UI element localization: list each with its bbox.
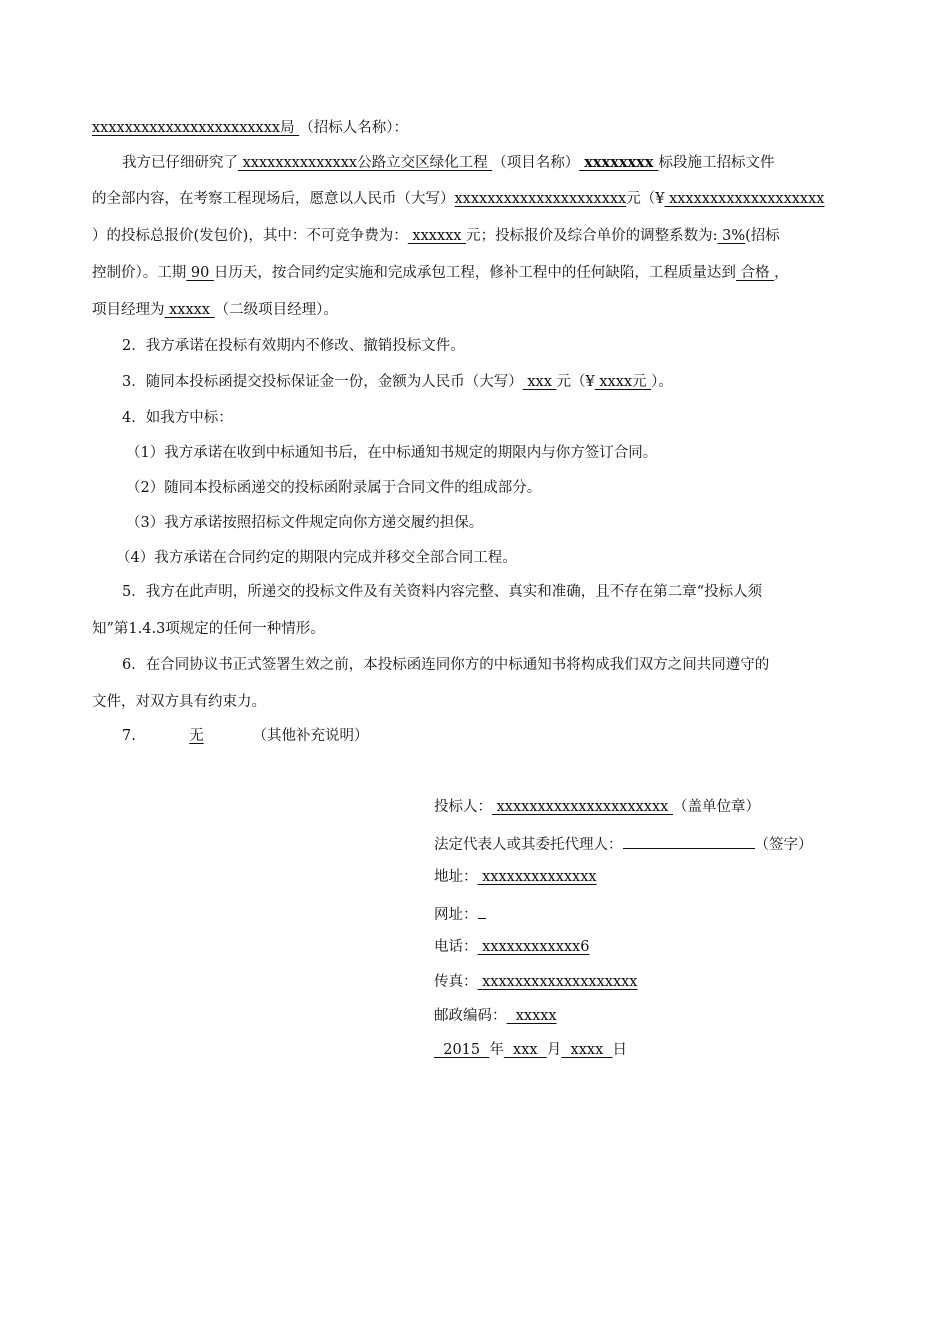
intro-text: 元（¥ bbox=[626, 191, 665, 207]
item-5-line-1: 5．我方在此声明，所递交的投标文件及有关资料内容完整、真实和准确，且不存在第二章“投标人须 bbox=[122, 584, 763, 600]
intro-text: 标段施工招标文件 bbox=[658, 155, 775, 171]
intro-text: （项目名称） bbox=[492, 155, 580, 171]
item-3 bbox=[122, 372, 673, 392]
website-value bbox=[478, 902, 486, 919]
day-label: 日 bbox=[612, 1042, 627, 1058]
intro-text: 我方已仔细研究了 bbox=[122, 155, 238, 171]
website-label: 网址： bbox=[434, 907, 478, 923]
project-name: xxxxxxxxxxxxxx公路立交区绿化工程 bbox=[238, 155, 493, 171]
deposit-words: xxx bbox=[522, 374, 557, 390]
intro-text: （二级项目经理）。 bbox=[214, 302, 338, 318]
duration-days: 90 bbox=[186, 265, 214, 281]
intro-text: 的全部内容，在考察工程现场后，愿意以人民币（大写） bbox=[92, 191, 455, 207]
bidder-name: xxxxxxxxxxxxxxxxxxxxx bbox=[492, 799, 673, 815]
item-5-line-2: 知”第1.4.3项规定的任何一种情形。 bbox=[92, 621, 325, 637]
intro-text: ）的投标总报价(发包价)，其中：不可竞争费为： bbox=[92, 228, 408, 244]
item-4-4: （4）我方承诺在合同约定的期限内完成并移交全部合同工程。 bbox=[116, 550, 517, 566]
item-7-suffix: （其他补充说明） bbox=[252, 728, 369, 744]
intro-line-4 bbox=[92, 263, 789, 283]
item-text: ）。 bbox=[651, 374, 673, 390]
item-2: 2．我方承诺在投标有效期内不修改、撤销投标文件。 bbox=[122, 338, 465, 354]
date-month: xxx bbox=[503, 1042, 547, 1058]
intro-line-3 bbox=[92, 226, 780, 246]
item-7 bbox=[122, 726, 368, 746]
intro-text: (招标 bbox=[745, 228, 780, 244]
intro-line-5 bbox=[92, 300, 338, 320]
phone-label: 电话： bbox=[434, 939, 478, 955]
fax-value: xxxxxxxxxxxxxxxxxxx bbox=[477, 974, 638, 990]
address-line bbox=[434, 867, 597, 887]
item-4-2: （2）随同本投标函递交的投标函附录属于合同文件的组成部分。 bbox=[126, 480, 542, 496]
date-year: 2015 bbox=[434, 1042, 490, 1058]
deposit-number: xxxx元 bbox=[594, 374, 652, 390]
fax-label: 传真： bbox=[434, 974, 478, 990]
representative-line bbox=[434, 832, 813, 855]
intro-text: ， bbox=[774, 265, 789, 281]
item-4: 4．如我方中标： bbox=[122, 410, 233, 426]
address-value: xxxxxxxxxxxxxx bbox=[477, 869, 597, 885]
item-text: 元（¥ bbox=[556, 374, 595, 390]
intro-text: 日历天，按合同约定实施和完成承包工程，修补工程中的任何缺陷，工程质量达到 bbox=[213, 265, 736, 281]
bidder-label: 投标人： bbox=[434, 799, 492, 815]
representative-suffix: （签字） bbox=[754, 837, 813, 853]
intro-line-1 bbox=[122, 153, 774, 173]
representative-label: 法定代表人或其委托代理人： bbox=[434, 837, 623, 853]
postcode-line bbox=[434, 1006, 557, 1026]
bid-amount-number: xxxxxxxxxxxxxxxxxxx bbox=[664, 191, 825, 207]
recipient-name: xxxxxxxxxxxxxxxxxxxxxxx局 bbox=[92, 120, 300, 136]
date-day: xxxx bbox=[561, 1042, 613, 1058]
year-label: 年 bbox=[489, 1042, 504, 1058]
recipient-line bbox=[92, 118, 408, 138]
date-line bbox=[434, 1040, 627, 1060]
item-7-number: 7. bbox=[122, 728, 136, 744]
intro-text: 项目经理为 bbox=[92, 302, 165, 318]
address-label: 地址： bbox=[434, 869, 478, 885]
postcode-value: xxxxx bbox=[506, 1008, 557, 1024]
website-line bbox=[434, 902, 486, 925]
phone-value: xxxxxxxxxxxx6 bbox=[477, 939, 590, 955]
intro-text: 控制价）。工期 bbox=[92, 265, 187, 281]
item-4-3: （3）我方承诺按照招标文件规定向你方递交履约担保。 bbox=[126, 515, 484, 531]
project-manager: xxxxx bbox=[164, 302, 215, 318]
bid-amount-words: xxxxxxxxxxxxxxxxxxxxx bbox=[454, 191, 627, 207]
recipient-suffix: （招标人名称）： bbox=[299, 120, 408, 136]
intro-text: 元；投标报价及综合单价的调整系数为: bbox=[466, 228, 718, 244]
item-text: 3．随同本投标函提交投标保证金一份，金额为人民币（大写） bbox=[122, 374, 523, 390]
noncompete-fee: xxxxxx bbox=[407, 228, 467, 244]
representative-signature-blank bbox=[623, 832, 755, 849]
intro-line-2 bbox=[92, 189, 824, 209]
item-6-line-1: 6．在合同协议书正式签署生效之前，本投标函连同你方的中标通知书将构成我们双方之间共同遵守的 bbox=[122, 657, 770, 673]
month-label: 月 bbox=[546, 1042, 562, 1058]
item-6-line-2: 文件，对双方具有约束力。 bbox=[92, 694, 266, 710]
postcode-label: 邮政编码： bbox=[434, 1008, 507, 1024]
adjust-factor: 3% bbox=[717, 228, 746, 244]
quality-level: 合格 bbox=[735, 265, 775, 281]
bidder-suffix: （盖单位章） bbox=[672, 799, 760, 815]
item-4-1: （1）我方承诺在收到中标通知书后，在中标通知书规定的期限内与你方签订合同。 bbox=[126, 445, 658, 461]
item-7-value: 无 bbox=[189, 728, 204, 744]
phone-line bbox=[434, 937, 589, 957]
section-name: xxxxxxxx bbox=[579, 154, 659, 171]
bidder-line bbox=[434, 797, 760, 817]
fax-line bbox=[434, 972, 637, 992]
